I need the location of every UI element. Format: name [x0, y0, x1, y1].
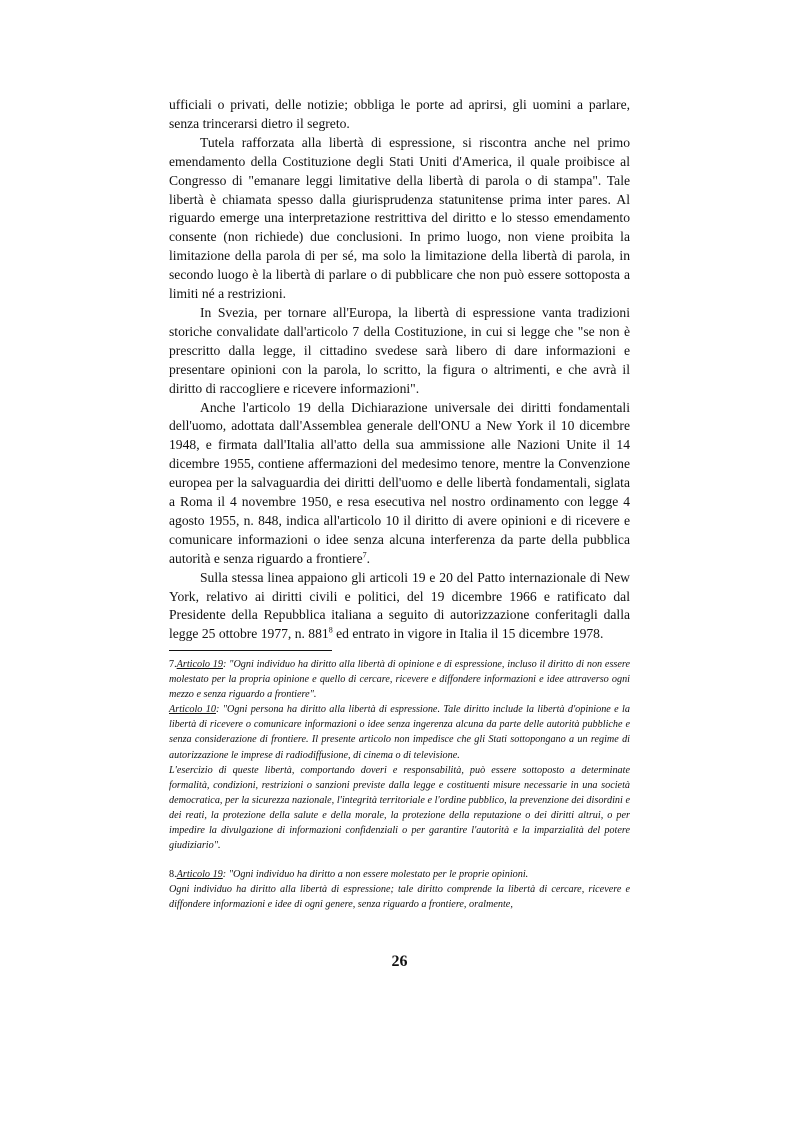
footnote-text: : "Ogni individuo ha diritto alla libertà di opinione e di espressione, incluso il diritto di non essere molestato per la propria opinione e quello di cercare, ricevere e diffondere informazioni e idee attraverso ogni mezzo e senza riguardo a frontiere". [169, 659, 630, 701]
footnote-article-ref: Articolo 10 [169, 704, 216, 716]
footnote-7-article-10 [169, 702, 630, 762]
paragraph-text: Sulla stessa linea appaiono gli articoli 19 e 20 del Patto internazionale di New York, relativo ai diritti civili e politici, del 19 dicembre 1966 e ratificato dal Presidente della Repubblica italiana a seguito di autorizzazione conferitagli dalla legge 25 ottobre 1977, n. 881 [169, 569, 630, 642]
footnote-ref-7[interactable]: 7 [362, 550, 367, 560]
footnotes [169, 657, 630, 913]
footnote-7 [169, 657, 630, 702]
paragraph-text: ed entrato in vigore in Italia il 15 dicembre 1978. [332, 626, 604, 642]
footnote-article-ref: Articolo 19 [176, 659, 223, 670]
paragraph-universal-declaration [169, 399, 630, 569]
footnote-number: 8. [169, 869, 177, 881]
footnote-text: : "Ogni persona ha diritto alla libertà di espressione. Tale diritto include la libertà d'opinione e la libertà di ricevere o comunicare informazioni o idee senza ingerenza alcuna da parte delle autorità pubbliche e senza considerazione di frontiere. Il presente articolo non impedisce che gli Stati sottopongano a un regime di autorizzazione le imprese di radiodiffusione, di cinema o di televisione. [169, 704, 630, 761]
footnote-gap [169, 853, 630, 867]
footnote-divider [169, 650, 332, 651]
paragraph-end: . [366, 550, 371, 566]
paragraph-continuation: ufficiali o privati, delle notizie; obbliga le porte ad aprirsi, gli uomini a parlare, senza trincerarsi dietro il segreto. [169, 97, 630, 131]
footnote-7-continuation: L'esercizio di queste libertà, comportando doveri e responsabilità, può essere sottoposto a determinate formalità, condizioni, restrizioni o sanzioni previste dalla legge e costituenti misure necessarie in una società democratica, per la sicurezza nazionale, l'integrità territoriale e l'ordine pubblico, la prevenzione dei disordini e dei reati, la protezione della salute e della morale, la protezione della reputazione o dei diritti altrui, o per impedire la divulgazione di informazioni confidenziali o per garantire l'autorità e la imparzialità del potere giudiziario". [169, 764, 630, 852]
footnote-article-ref: Articolo 19 [176, 869, 223, 881]
footnote-number: 7. [169, 659, 177, 670]
footnote-text: : "Ogni individuo ha diritto a non essere molestato per le proprie opinioni. [222, 869, 529, 881]
paragraph-sweden: In Svezia, per tornare all'Europa, la libertà di espressione vanta tradizioni storiche convalidate dall'articolo 7 della Costituzione, in cui si legge che "se non è prescritto dalla legge, il cittadino svedese sarà libero di dare informazioni e presentare opinioni con la parola, lo scritto, la figura o altrimenti, e che avrà il diritto di raccogliere e ricevere informazioni". [169, 304, 630, 396]
page-number: 26 [391, 953, 408, 970]
footnote-8 [169, 867, 630, 882]
body-text [169, 96, 630, 644]
paragraph-new-york-pact [169, 569, 630, 645]
footnote-8-continuation: Ogni individuo ha diritto alla libertà di espressione; tale diritto comprende la libertà di cercare, ricevere e diffondere informazioni e idee di ogni genere, senza riguardo a frontiere, oralmente, [169, 884, 630, 911]
footnote-ref-8[interactable]: 8 [328, 625, 333, 635]
paragraph-us-first-amendment: Tutela rafforzata alla libertà di espressione, si riscontra anche nel primo emendamento della Costituzione degli Stati Uniti d'America, il quale proibisce al Congresso di "emanare leggi limitative della libertà di parola o di stampa". Tale libertà è chiamata spesso dalla giurisprudenza statunitense prima inter pares. Al riguardo emerge una interpretazione restrittiva del diritto e lo stesso emendamento consente (non richiede) due conclusioni. In primo luogo, non viene proibita la limitazione della parola di per sé, ma solo la limitazione della libertà di parola, in secondo luogo è la libertà di parlare o di pubblicare che non può essere sottoposta a limiti né a restrizioni. [169, 134, 630, 302]
paragraph-text: Anche l'articolo 19 della Dichiarazione universale dei diritti fondamentali dell'uomo, adottata dall'Assemblea generale dell'ONU a New York il 10 dicembre 1948, e firmata dall'Italia all'atto della sua ammissione alle Nazioni Unite il 14 dicembre 1955, contiene affermazioni del medesimo tenore, mentre la Convenzione europea per la salvaguardia dei diritti dell'uomo e delle libertà fondamentali, siglata a Roma il 4 novembre 1950, e resa esecutiva nel nostro ordinamento con legge 4 agosto 1955, n. 848, indica all'articolo 10 il diritto di avere opinioni e di ricevere e comunicare informazioni o idee senza alcuna interferenza da parte della pubblica autorità e senza riguardo a frontiere [169, 399, 630, 566]
